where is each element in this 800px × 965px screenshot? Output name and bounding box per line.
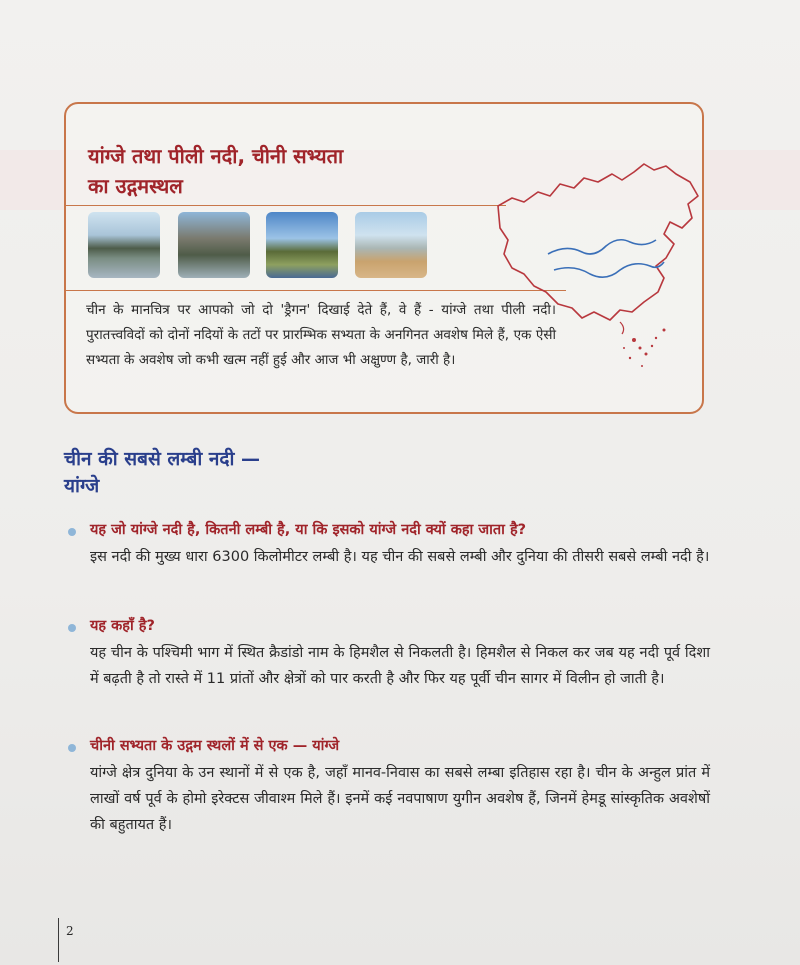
bullet-3 bbox=[68, 744, 76, 752]
section-heading-line1: चीन की सबसे लम्बी नदी — bbox=[64, 448, 261, 470]
box-body-text: चीन के मानचित्र पर आपको जो दो 'ड्रैगन' दिखाई देते हैं, वे हैं - यांग्जे तथा पीली नदी। पुरातत्त्वविदों को दोनों नदियों के तटों पर प्रारम्भिक सभ्यता के अनगिनत अवशेष मिले हैं, एक ऐसी सभ्यता के अवशेष जो कभी खत्म नहीं हुई और आज भी अक्षुण्ण है, जारी है। bbox=[86, 302, 556, 368]
plain-photo-3 bbox=[266, 212, 338, 278]
gorge-photo-2 bbox=[178, 212, 250, 278]
box-title-line1: यांग्जे तथा पीली नदी, चीनी सभ्यता bbox=[88, 144, 344, 168]
question-3: चीनी सभ्यता के उद्गम स्थलों में से एक — यांग्जे bbox=[90, 738, 340, 754]
section-heading-line2: यांग्जे bbox=[64, 475, 100, 497]
answer-3: यांग्जे क्षेत्र दुनिया के उन स्थानों में से एक है, जहाँ मानव-निवास का सबसे लम्बा इतिहास रहा है। चीन के अन्हुल प्रांत में लाखों वर्ष पूर्व के होमो इरेक्टस जीवाश्म मिले हैं। इनमें कई नवपाषाण युगीन अवशेष हैं, जिनमें हेमडू सांस्कृतिक अवशेषों की बहुतायत हैं। bbox=[90, 765, 710, 833]
question-2: यह कहाँ है? bbox=[90, 618, 155, 634]
china-map-icon bbox=[494, 162, 700, 382]
box-divider-top bbox=[66, 205, 506, 206]
bullet-2 bbox=[68, 624, 76, 632]
river-photo-4 bbox=[355, 212, 427, 278]
box-title-line2: का उद्गमस्थल bbox=[88, 174, 183, 198]
answer-1: इस नदी की मुख्य धारा 6300 किलोमीटर लम्बी है। यह चीन की सबसे लम्बी और दुनिया की तीसरी सबसे लम्बी नदी है। bbox=[90, 549, 710, 565]
river-photo-1 bbox=[88, 212, 160, 278]
page-number: 2 bbox=[66, 924, 74, 938]
answer-2: यह चीन के पश्चिमी भाग में स्थित क्रैडांडो नाम के हिमशैल से निकलती है। हिमशैल से निकल कर जब यह नदी पूर्व दिशा में बढ़ती है तो रास्ते में 11 प्रांतों और क्षेत्रों को पार करती है और फिर यह पूर्वी चीन सागर में विलीन हो जाती है। bbox=[90, 645, 710, 687]
box-divider-bottom bbox=[66, 290, 566, 291]
bullet-1 bbox=[68, 528, 76, 536]
question-1: यह जो यांग्जे नदी है, कितनी लम्बी है, या कि इसको यांग्जे नदी क्यों कहा जाता है? bbox=[90, 522, 527, 538]
page-number-rule bbox=[58, 918, 59, 962]
